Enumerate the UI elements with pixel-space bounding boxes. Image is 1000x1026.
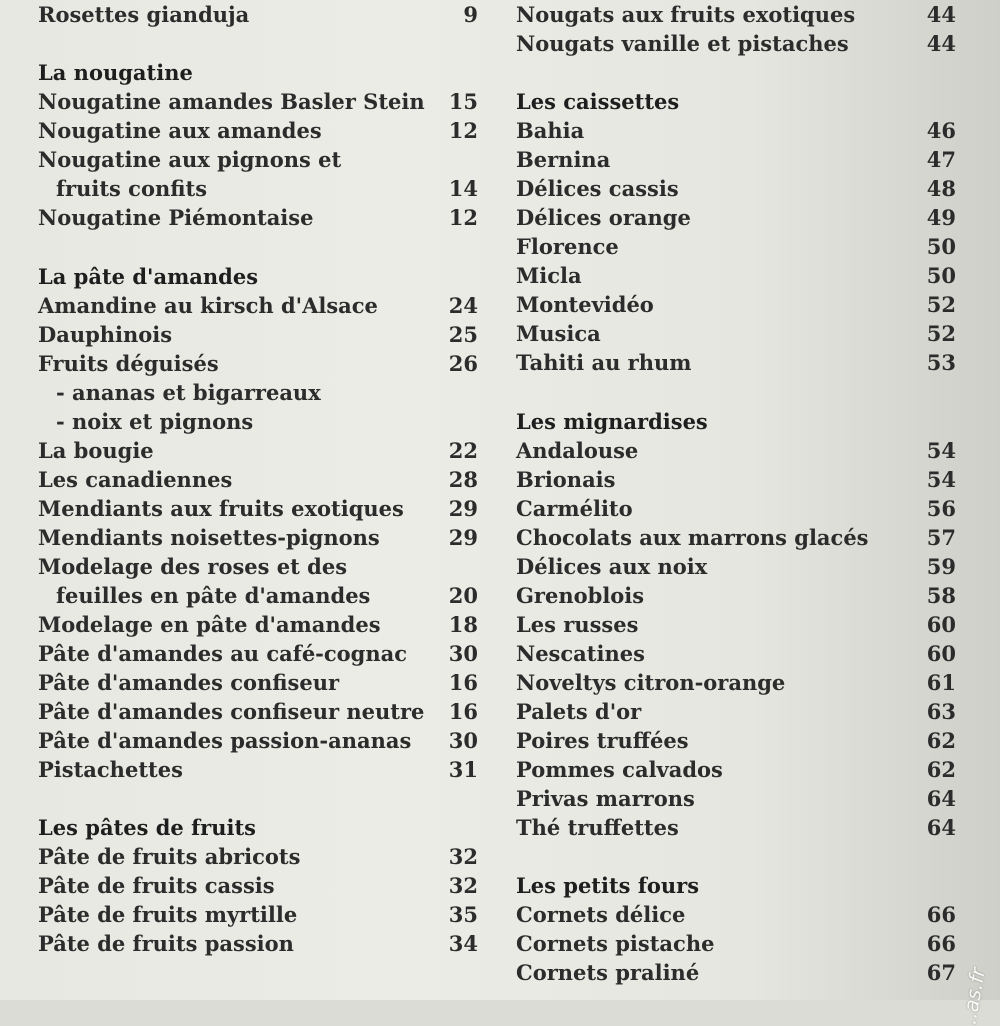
entry-page-number: 47 xyxy=(926,147,956,172)
entry-page-number: 44 xyxy=(926,31,956,56)
entry-label: Cornets pistache xyxy=(516,931,715,956)
entry-label: Dauphinois xyxy=(38,322,173,347)
index-entry xyxy=(516,232,956,261)
index-entry xyxy=(516,581,956,610)
index-entry xyxy=(38,87,478,116)
entry-label: Nougats vanille et pistaches xyxy=(516,31,849,56)
index-entry xyxy=(38,378,478,407)
index-entry xyxy=(38,929,478,958)
entry-label: Bernina xyxy=(516,147,611,172)
entry-label: Pâte d'amandes confiseur xyxy=(38,670,340,695)
index-entry xyxy=(38,697,478,726)
index-entry xyxy=(38,291,478,320)
index-entry xyxy=(38,842,478,871)
entry-page-number: 34 xyxy=(448,931,478,956)
index-entry xyxy=(38,116,478,145)
entry-page-number: 9 xyxy=(463,2,478,27)
entry-page-number: 22 xyxy=(448,438,478,463)
entry-page-number: 50 xyxy=(926,234,956,259)
entry-label: La bougie xyxy=(38,438,154,463)
entry-page-number: 66 xyxy=(926,931,956,956)
entry-page-number: 52 xyxy=(926,292,956,317)
entry-page-number: 57 xyxy=(926,525,956,550)
entry-label: Noveltys citron-orange xyxy=(516,670,786,695)
index-entry xyxy=(516,436,956,465)
entry-page-number: 64 xyxy=(926,786,956,811)
entry-page-number: 18 xyxy=(448,612,478,637)
entry-label: Délices aux noix xyxy=(516,554,708,579)
index-entry xyxy=(38,320,478,349)
index-entry xyxy=(516,523,956,552)
section-heading: Les petits fours xyxy=(516,873,700,898)
index-entry xyxy=(38,900,478,929)
entry-page-number: 20 xyxy=(448,583,478,608)
index-entry xyxy=(38,203,478,232)
entry-page-number: 53 xyxy=(926,350,956,375)
entry-label: Pâte de fruits passion xyxy=(38,931,294,956)
entry-label: feuilles en pâte d'amandes xyxy=(56,583,371,608)
index-entry xyxy=(516,348,956,377)
entry-label: Pommes calvados xyxy=(516,757,723,782)
index-entry xyxy=(516,958,956,987)
entry-label: Pâte d'amandes passion-ananas xyxy=(38,728,412,753)
entry-label: Pâte de fruits cassis xyxy=(38,873,275,898)
index-entry xyxy=(516,784,956,813)
index-entry xyxy=(38,436,478,465)
entry-page-number: 67 xyxy=(926,960,956,985)
entry-page-number: 48 xyxy=(926,176,956,201)
entry-page-number: 16 xyxy=(448,670,478,695)
index-entry xyxy=(516,813,956,842)
index-entry xyxy=(516,174,956,203)
index-entry xyxy=(38,523,478,552)
entry-page-number: 16 xyxy=(448,699,478,724)
entry-page-number: 32 xyxy=(448,844,478,869)
entry-page-number: 32 xyxy=(448,873,478,898)
entry-label: Nougatine Piémontaise xyxy=(38,205,314,230)
entry-label: Brionais xyxy=(516,467,616,492)
entry-page-number: 28 xyxy=(448,467,478,492)
entry-page-number: 61 xyxy=(926,670,956,695)
index-entry xyxy=(516,494,956,523)
index-entry xyxy=(516,290,956,319)
entry-label: Andalouse xyxy=(516,438,639,463)
entry-label: Les russes xyxy=(516,612,639,637)
entry-page-number: 52 xyxy=(926,321,956,346)
index-entry xyxy=(516,726,956,755)
index-entry xyxy=(516,203,956,232)
entry-page-number: 66 xyxy=(926,902,956,927)
entry-page-number: 26 xyxy=(448,351,478,376)
entry-page-number: 31 xyxy=(448,757,478,782)
entry-label: Palets d'or xyxy=(516,699,642,724)
entry-label: Pâte de fruits myrtille xyxy=(38,902,298,927)
index-entry xyxy=(38,610,478,639)
index-entry xyxy=(516,29,956,58)
entry-label: Nougatine aux amandes xyxy=(38,118,322,143)
index-entry xyxy=(38,726,478,755)
index-entry xyxy=(516,319,956,348)
entry-page-number: 64 xyxy=(926,815,956,840)
index-entry xyxy=(516,116,956,145)
entry-label: Cornets délice xyxy=(516,902,686,927)
entry-label: Poires truffées xyxy=(516,728,689,753)
entry-label: Carmélito xyxy=(516,496,633,521)
entry-label: Fruits déguisés xyxy=(38,351,219,376)
entry-page-number: 58 xyxy=(926,583,956,608)
index-entry xyxy=(38,668,478,697)
entry-label: Musica xyxy=(516,321,601,346)
index-entry xyxy=(516,0,956,29)
index-entry xyxy=(516,668,956,697)
entry-label: Nougatine aux pignons et xyxy=(38,147,342,172)
entry-label: Cornets praliné xyxy=(516,960,700,985)
entry-label: Bahia xyxy=(516,118,585,143)
index-entry xyxy=(38,871,478,900)
entry-label: Pâte de fruits abricots xyxy=(38,844,301,869)
section-heading: Les caissettes xyxy=(516,89,680,114)
entry-label: Délices orange xyxy=(516,205,691,230)
entry-label: Pistachettes xyxy=(38,757,183,782)
entry-label: Les canadiennes xyxy=(38,467,233,492)
entry-page-number: 50 xyxy=(926,263,956,288)
index-entry xyxy=(516,261,956,290)
index-entry xyxy=(38,349,478,378)
entry-page-number: 59 xyxy=(926,554,956,579)
index-entry xyxy=(38,0,478,29)
entry-page-number: 63 xyxy=(926,699,956,724)
index-entry xyxy=(516,610,956,639)
entry-label: Modelage des roses et des xyxy=(38,554,348,579)
entry-label: Grenoblois xyxy=(516,583,645,608)
entry-label: Florence xyxy=(516,234,619,259)
index-entry xyxy=(516,552,956,581)
index-entry xyxy=(38,145,478,174)
entry-page-number: 56 xyxy=(926,496,956,521)
index-entry xyxy=(38,465,478,494)
entry-page-number: 30 xyxy=(448,641,478,666)
entry-page-number: 62 xyxy=(926,728,956,753)
entry-label: Pâte d'amandes confiseur neutre xyxy=(38,699,425,724)
entry-page-number: 30 xyxy=(448,728,478,753)
entry-page-number: 25 xyxy=(448,322,478,347)
entry-label: Privas marrons xyxy=(516,786,695,811)
section-heading: La nougatine xyxy=(38,60,193,85)
entry-label: fruits confits xyxy=(56,176,208,201)
entry-label: Micla xyxy=(516,263,582,288)
index-entry xyxy=(516,465,956,494)
entry-label: Délices cassis xyxy=(516,176,679,201)
index-entry xyxy=(38,174,478,203)
entry-label: Nougatine amandes Basler Stein xyxy=(38,89,425,114)
entry-page-number: 14 xyxy=(448,176,478,201)
entry-label: Pâte d'amandes au café-cognac xyxy=(38,641,408,666)
entry-label: Montevidéo xyxy=(516,292,654,317)
entry-page-number: 54 xyxy=(926,467,956,492)
index-entry xyxy=(516,145,956,174)
index-entry xyxy=(38,581,478,610)
index-entry xyxy=(516,639,956,668)
entry-page-number: 60 xyxy=(926,641,956,666)
entry-label: Mendiants noisettes-pignons xyxy=(38,525,380,550)
entry-label: Mendiants aux fruits exotiques xyxy=(38,496,404,521)
section-heading: La pâte d'amandes xyxy=(38,264,259,289)
section-heading: Les pâtes de fruits xyxy=(38,815,256,840)
entry-label: Amandine au kirsch d'Alsace xyxy=(38,293,378,318)
entry-page-number: 29 xyxy=(448,496,478,521)
entry-page-number: 12 xyxy=(448,205,478,230)
entry-page-number: 12 xyxy=(448,118,478,143)
entry-label: - noix et pignons xyxy=(56,409,254,434)
index-entry xyxy=(38,407,478,436)
entry-page-number: 35 xyxy=(448,902,478,927)
entry-page-number: 60 xyxy=(926,612,956,637)
entry-label: - ananas et bigarreaux xyxy=(56,380,321,405)
entry-page-number: 49 xyxy=(926,205,956,230)
index-entry xyxy=(38,639,478,668)
entry-page-number: 29 xyxy=(448,525,478,550)
entry-label: Thé truffettes xyxy=(516,815,679,840)
entry-page-number: 62 xyxy=(926,757,956,782)
entry-page-number: 24 xyxy=(448,293,478,318)
entry-page-number: 44 xyxy=(926,2,956,27)
entry-page-number: 54 xyxy=(926,438,956,463)
entry-label: Tahiti au rhum xyxy=(516,350,692,375)
entry-label: Nougats aux fruits exotiques xyxy=(516,2,856,27)
index-entry xyxy=(38,494,478,523)
index-entry xyxy=(516,900,956,929)
index-entry xyxy=(516,697,956,726)
entry-label: Modelage en pâte d'amandes xyxy=(38,612,381,637)
entry-label: Rosettes gianduja xyxy=(38,2,250,27)
section-heading: Les mignardises xyxy=(516,409,708,434)
entry-label: Chocolats aux marrons glacés xyxy=(516,525,869,550)
entry-page-number: 15 xyxy=(448,89,478,114)
index-entry xyxy=(516,755,956,784)
index-entry xyxy=(38,552,478,581)
watermark: ..as.fr xyxy=(956,965,990,1026)
index-entry xyxy=(38,755,478,784)
index-entry xyxy=(516,929,956,958)
entry-page-number: 46 xyxy=(926,118,956,143)
entry-label: Nescatines xyxy=(516,641,645,666)
